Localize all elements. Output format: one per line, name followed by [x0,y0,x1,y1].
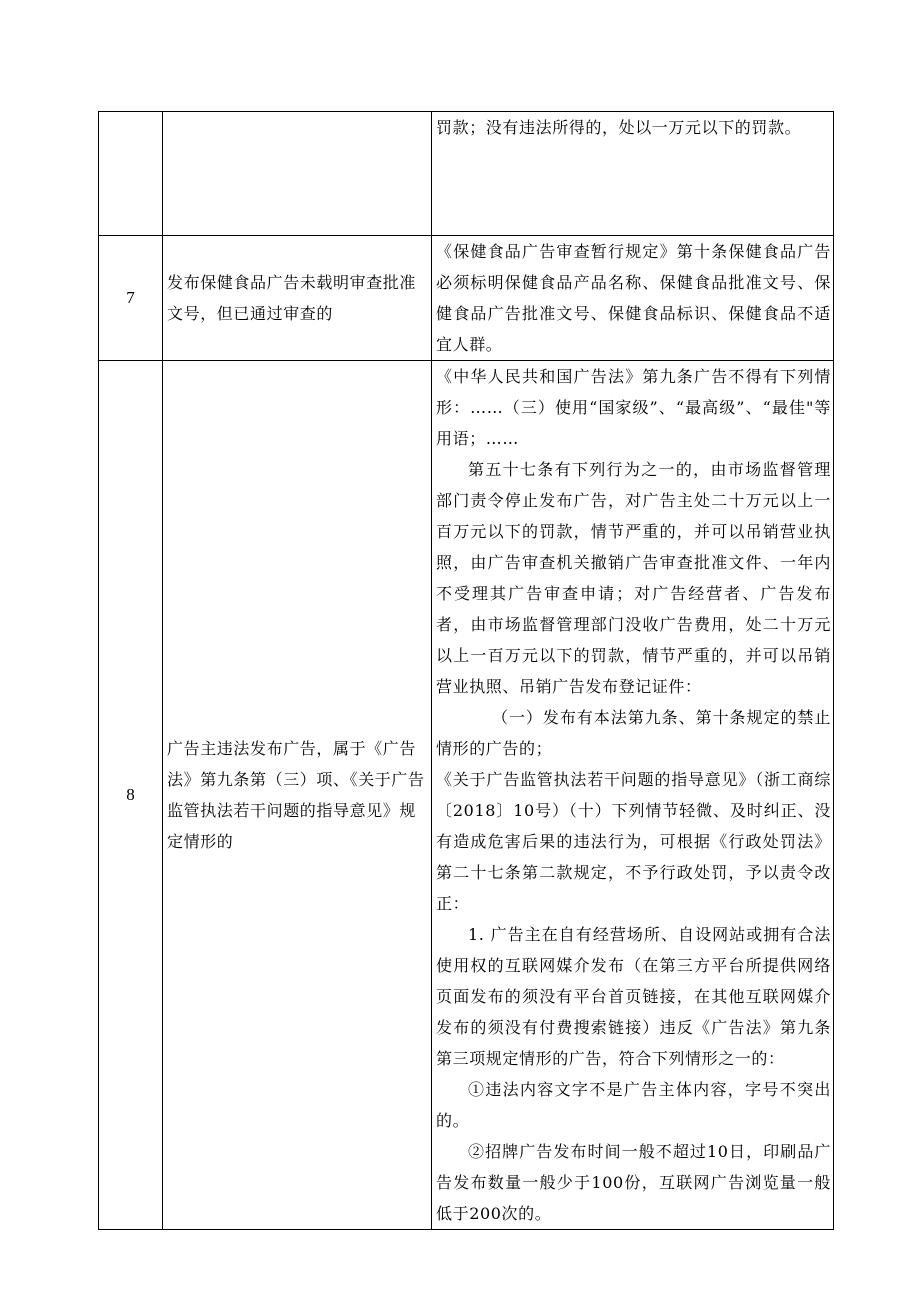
table-row [99,236,834,361]
row-number-cell: 8 [99,361,163,1230]
legal-basis-paragraph: 《保健食品广告审查暂行规定》第十条保健食品广告必须标明保健食品产品名称、保健食品批准文号、保健食品广告批准文号、保健食品标识、保健食品不适宜人群。 [436,242,831,354]
legal-basis-paragraph: ①违法内容文字不是广告主体内容，字号不突出的。 [436,1080,831,1130]
violation-description-cell: 广告主违法发布广告，属于《广告法》第九条第（三）项、《关于广告监管执法若干问题的指导意见》规定情形的 [163,361,432,1230]
legal-basis-paragraph: ②招牌广告发布时间一般不超过10日，印刷品广告发布数量一般少于100份，互联网广告浏览量一般低于200次的。 [436,1142,831,1223]
legal-basis-paragraph: 1. 广告主在自有经营场所、自设网站或拥有合法使用权的互联网媒介发布（在第三方平台所提供网络页面发布的须没有平台首页链接，在其他互联网媒介发布的须没有付费搜索链接）违反《广告法》第九条第三项规定情形的广告，符合下列情形之一的： [436,925,831,1068]
legal-basis-cell [432,112,834,236]
legal-basis-paragraph: 罚款；没有违法所得的，处以一万元以下的罚款。 [436,118,802,137]
legal-basis-paragraph: 《中华人民共和国广告法》第九条广告不得有下列情形：……（三）使用“国家级”、“最高级”、“最佳"等用语；…… [436,367,831,448]
legal-basis-paragraph: 第五十七条有下列行为之一的，由市场监督管理部门责令停止发布广告，对广告主处二十万元以上一百万元以下的罚款，情节严重的，并可以吊销营业执照，由广告审查机关撤销广告审查批准文件、一年内不受理其广告审查申请；对广告经营者、广告发布者，由市场监督管理部门没收广告费用，处二十万元以上一百万元以下的罚款，情节严重的，并可以吊销营业执照、吊销广告发布登记证件： [436,460,831,696]
legal-basis-paragraph: 《关于广告监管执法若干问题的指导意见》（浙工商综〔2018〕10号）（十）下列情节轻微、及时纠正、没有造成危害后果的违法行为，可根据《行政处罚法》第二十七条第二款规定，不予行政处罚，予以责令改正： [436,770,831,913]
legal-basis-cell [432,361,834,1230]
legal-basis-paragraph: （一）发布有本法第九条、第十条规定的禁止情形的广告的； [436,708,831,758]
violation-description-cell: 发布保健食品广告未载明审查批准文号，但已通过审查的 [163,236,432,361]
table-row [99,112,834,236]
legal-basis-cell [432,236,834,361]
violation-description-cell [163,112,432,236]
row-number-cell: 7 [99,236,163,361]
table-row [99,361,834,1230]
row-number-cell [99,112,163,236]
regulation-table [98,111,834,1230]
